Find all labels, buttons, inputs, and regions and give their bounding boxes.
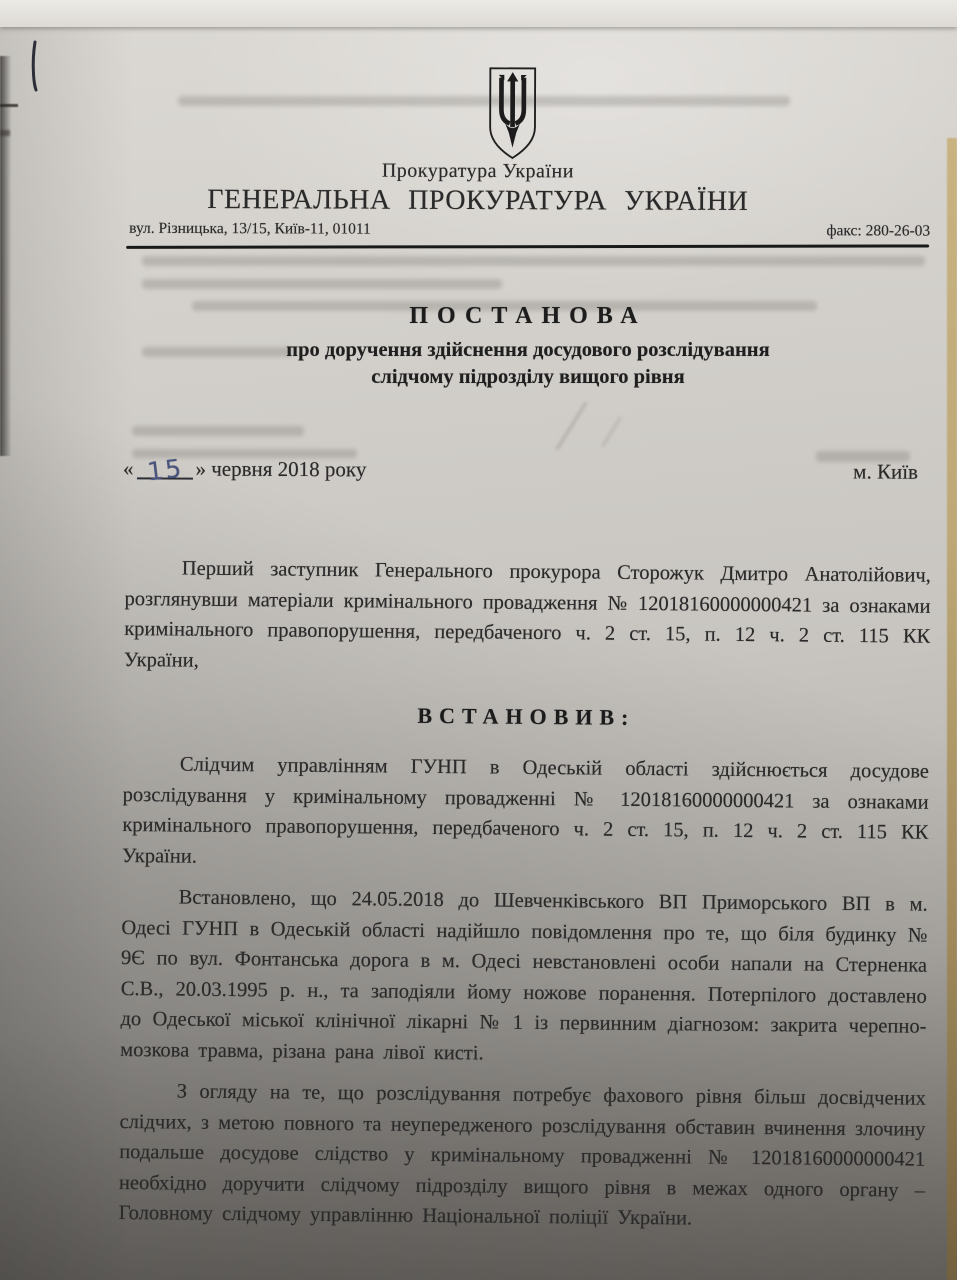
handwritten-day: 15 bbox=[145, 453, 185, 487]
document-subtitle-line2: слідчому підрозділу вищого рівня bbox=[371, 366, 685, 388]
date-line bbox=[122, 453, 919, 487]
open-quote: « bbox=[122, 456, 134, 481]
bleed-through-streak bbox=[555, 401, 587, 450]
underlying-sheet-edge bbox=[0, 56, 12, 456]
document-subtitle-line1: про доручення здійснення досудового розслідування bbox=[286, 339, 770, 361]
bleed-through-line bbox=[142, 256, 925, 266]
intro-paragraph: Перший заступник Генерального прокурора Сторожук Дмитро Анатолійович, розглянувши матеріали кримінального провадження № 12018160000000421 за ознаками кримінального правопорушення, передбаченого ч. 2 ст. 15, п. 12 ч. 2 ст. 115 КК України, bbox=[123, 557, 931, 672]
title-block bbox=[125, 303, 931, 391]
underlying-sheet-line bbox=[0, 104, 18, 107]
agency-name-small: Прокуратура України bbox=[381, 159, 574, 183]
date-text bbox=[122, 453, 367, 487]
body-paragraph: З огляду на те, що розслідування потребує фахового рівня більш досвідчених слідчих, з метою повного та неупередженого розслідування обставин вчинення злочину подальше досудове слідство у кримінальному провадженні № 12018160000000421 необхідно доручити слідчому підрозділу вищого рівня в межах одного органу – Головному слідчому управлінню Національної поліції України. bbox=[118, 1080, 926, 1230]
bleed-through-line bbox=[132, 426, 304, 436]
bleed-through-line bbox=[142, 279, 502, 289]
agency-name-main: ГЕНЕРАЛЬНА ПРОКУРАТУРА УКРАЇНИ bbox=[207, 184, 749, 217]
body-paragraph: Встановлено, що 24.05.2018 до Шевченківського ВП Приморського ВП в м. Одесі ГУНП в Одеській області надійшло повідомлення про те, що біля будинку № 9Є по вул. Фонтанська дорога в м. Одесі невстановлені особи напали на Стерненка С.В., 20.03.1995 р. н., та заподіяли йому ножове поранення. Потерпілого доставлено до Одеської міської клінічної лікарні № 1 із первинним діагнозом: закрита черепно-мозкова травма, різана рана лівої кисті. bbox=[120, 886, 928, 1064]
verdict-heading: ВСТАНОВИВ: bbox=[417, 702, 636, 730]
document-body bbox=[119, 553, 931, 1236]
agency-address: вул. Різницька, 13/15, Київ-11, 01011 bbox=[129, 219, 371, 238]
underlying-sheet-text-fragment bbox=[0, 130, 10, 136]
backing-paper-edge bbox=[0, 0, 957, 27]
ukraine-trident-emblem-icon bbox=[484, 64, 540, 164]
table-edge bbox=[947, 138, 957, 1280]
city-label: м. Київ bbox=[853, 459, 919, 484]
agency-fax: факс: 280-26-03 bbox=[826, 222, 931, 240]
date-rest: » червня 2018 року bbox=[195, 456, 367, 482]
pen-tick-mark-icon bbox=[28, 40, 42, 99]
body-paragraph: Слідчим управлінням ГУНП в Одеській області здійснюється досудове розслідування у кримінальному провадженні № 12018160000000421 за ознаками кримінального правопорушення, передбаченого ч. 2 ст. 15, п. 12 ч. 2 ст. 115 КК України. bbox=[121, 753, 930, 868]
bleed-through-streak bbox=[601, 417, 622, 447]
letterhead-rule bbox=[126, 244, 929, 248]
day-blank bbox=[136, 453, 192, 487]
document-title: ПОСТАНОВА bbox=[409, 303, 647, 329]
